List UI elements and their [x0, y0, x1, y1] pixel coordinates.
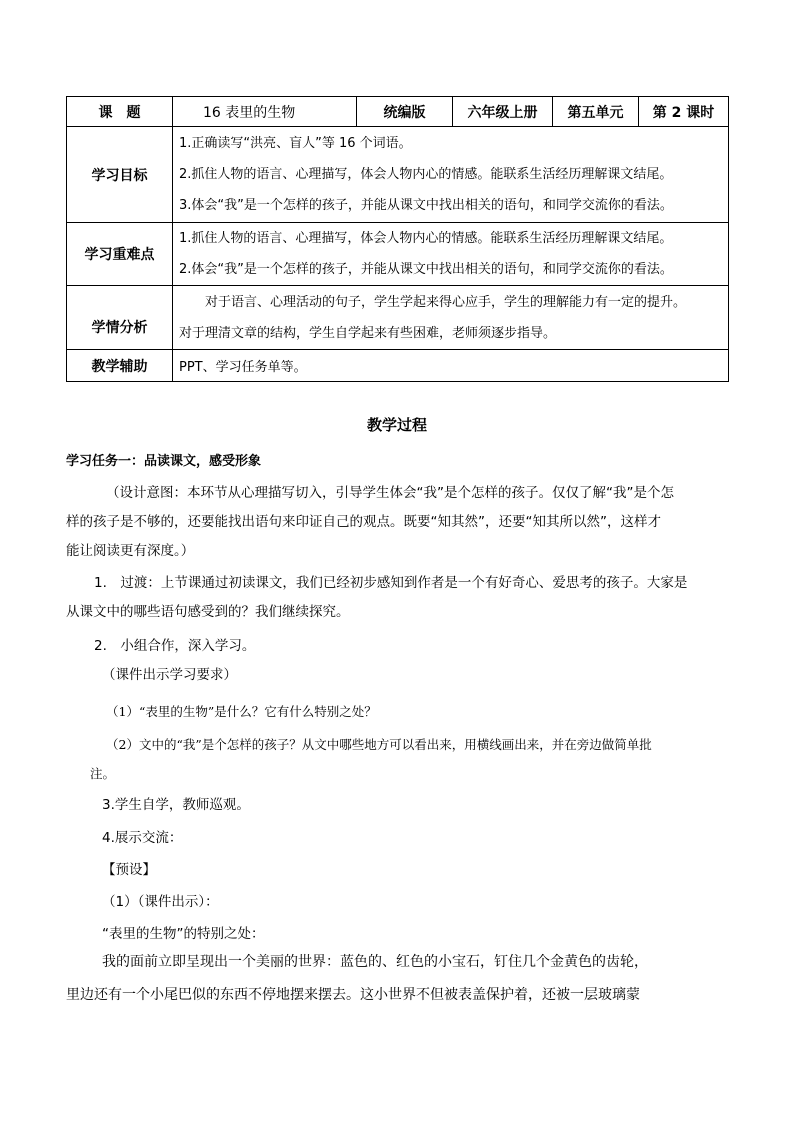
questions-2 [66, 730, 728, 788]
feature-line: “表里的生物”的特别之处： [102, 926, 265, 942]
steps-3-4 [66, 791, 728, 949]
preset-line: 【预设】 [102, 862, 156, 878]
questions [66, 697, 728, 726]
analysis-content [173, 286, 729, 350]
step-line: 1. 过渡：上节课通过初读课文，我们已经初步感知到作者是一个有好奇心、爱思考的孩子。大家是 [94, 575, 688, 591]
step-line: 4.展示交流： [102, 830, 183, 846]
step-line: 2. 小组合作，深入学习。 [94, 638, 256, 654]
difficulty-item: 2.体会“我”是一个怎样的孩子，并能从课文中找出相关的语句，和同学交流你的看法。 [179, 262, 673, 277]
aids-row [67, 350, 729, 382]
difficulties-row [67, 223, 729, 286]
aids-content: PPT、学习任务单等。 [173, 350, 729, 382]
intent-line: （设计意图：本环节从心理描写切入，引导学生体会“我”是个怎样的孩子。仅仅了解“我”是个怎 [106, 485, 674, 501]
objective-item: 3.体会“我”是一个怎样的孩子，并能从课文中找出相关的语句，和同学交流你的看法。 [179, 198, 673, 213]
grade: 六年级上册 [453, 97, 553, 127]
analysis-line: 对于理清文章的结构，学生自学起来有些困难，老师须逐步指导。 [179, 325, 557, 341]
quote-block [66, 946, 728, 1012]
difficulty-item: 1.抓住人物的语言、心理描写，体会人物内心的情感。能联系生活经历理解课文结尾。 [179, 231, 673, 246]
objective-item: 1.正确读写“洪亮、盲人”等 16 个词语。 [179, 136, 412, 151]
aids-label: 教学辅助 [67, 350, 173, 382]
analysis-row [67, 286, 729, 350]
quote-line: 里边还有一个小尾巴似的东西不停地摆来摆去。这小世界不但被表盖保护着，还被一层玻璃蒙 [66, 987, 640, 1003]
task-heading: 学习任务一：品读课文，感受形象 [66, 454, 262, 469]
objectives-row [67, 127, 729, 223]
quote-line: 我的面前立即呈现出一个美丽的世界：蓝色的、红色的小宝石，钉住几个金黄色的齿轮， [102, 954, 648, 970]
show-line: （1）（课件出示）： [102, 894, 219, 910]
intent-line: 样的孩子是不够的，还要能找出语句来印证自己的观点。既要“知其然”，还要“知其所以然”，这样才 [66, 514, 661, 530]
header-label: 课 题 [67, 97, 173, 127]
analysis-label: 学情分析 [67, 286, 173, 350]
objectives-label: 学习目标 [67, 127, 173, 223]
design-intent [66, 479, 728, 566]
lesson-title: 16 表里的生物 [173, 97, 357, 127]
step-line: 3.学生自学，教师巡观。 [102, 797, 250, 813]
step-group [66, 632, 728, 690]
step-line: 从课文中的哪些语句感受到的？我们继续探究。 [66, 604, 350, 620]
unit: 第五单元 [553, 97, 639, 127]
lesson-info-table [66, 96, 729, 382]
difficulties-label: 学习重难点 [67, 223, 173, 286]
analysis-line: 对于语言、心理活动的句子，学生学起来得心应手，学生的理解能力有一定的提升。 [205, 294, 687, 310]
intent-line: 能让阅读更有深度。） [66, 543, 195, 559]
question-line: （2）文中的“我”是个怎样的孩子？从文中哪些地方可以看出来，用横线画出来，并在旁边做简单批 [106, 737, 652, 752]
question-line: 注。 [90, 766, 116, 781]
difficulties-content [173, 223, 729, 286]
step-transition [66, 569, 728, 627]
question-line: （1）“表里的生物”是什么？它有什么特别之处？ [106, 704, 377, 719]
header-row [67, 97, 729, 127]
objective-item: 2.抓住人物的语言、心理描写，体会人物内心的情感。能联系生活经历理解课文结尾。 [179, 167, 673, 182]
objectives-content [173, 127, 729, 223]
process-title: 教学过程 [366, 416, 427, 434]
edition: 统编版 [357, 97, 453, 127]
requirement-line: （课件出示学习要求） [102, 667, 237, 683]
period: 第 2 课时 [639, 97, 729, 127]
